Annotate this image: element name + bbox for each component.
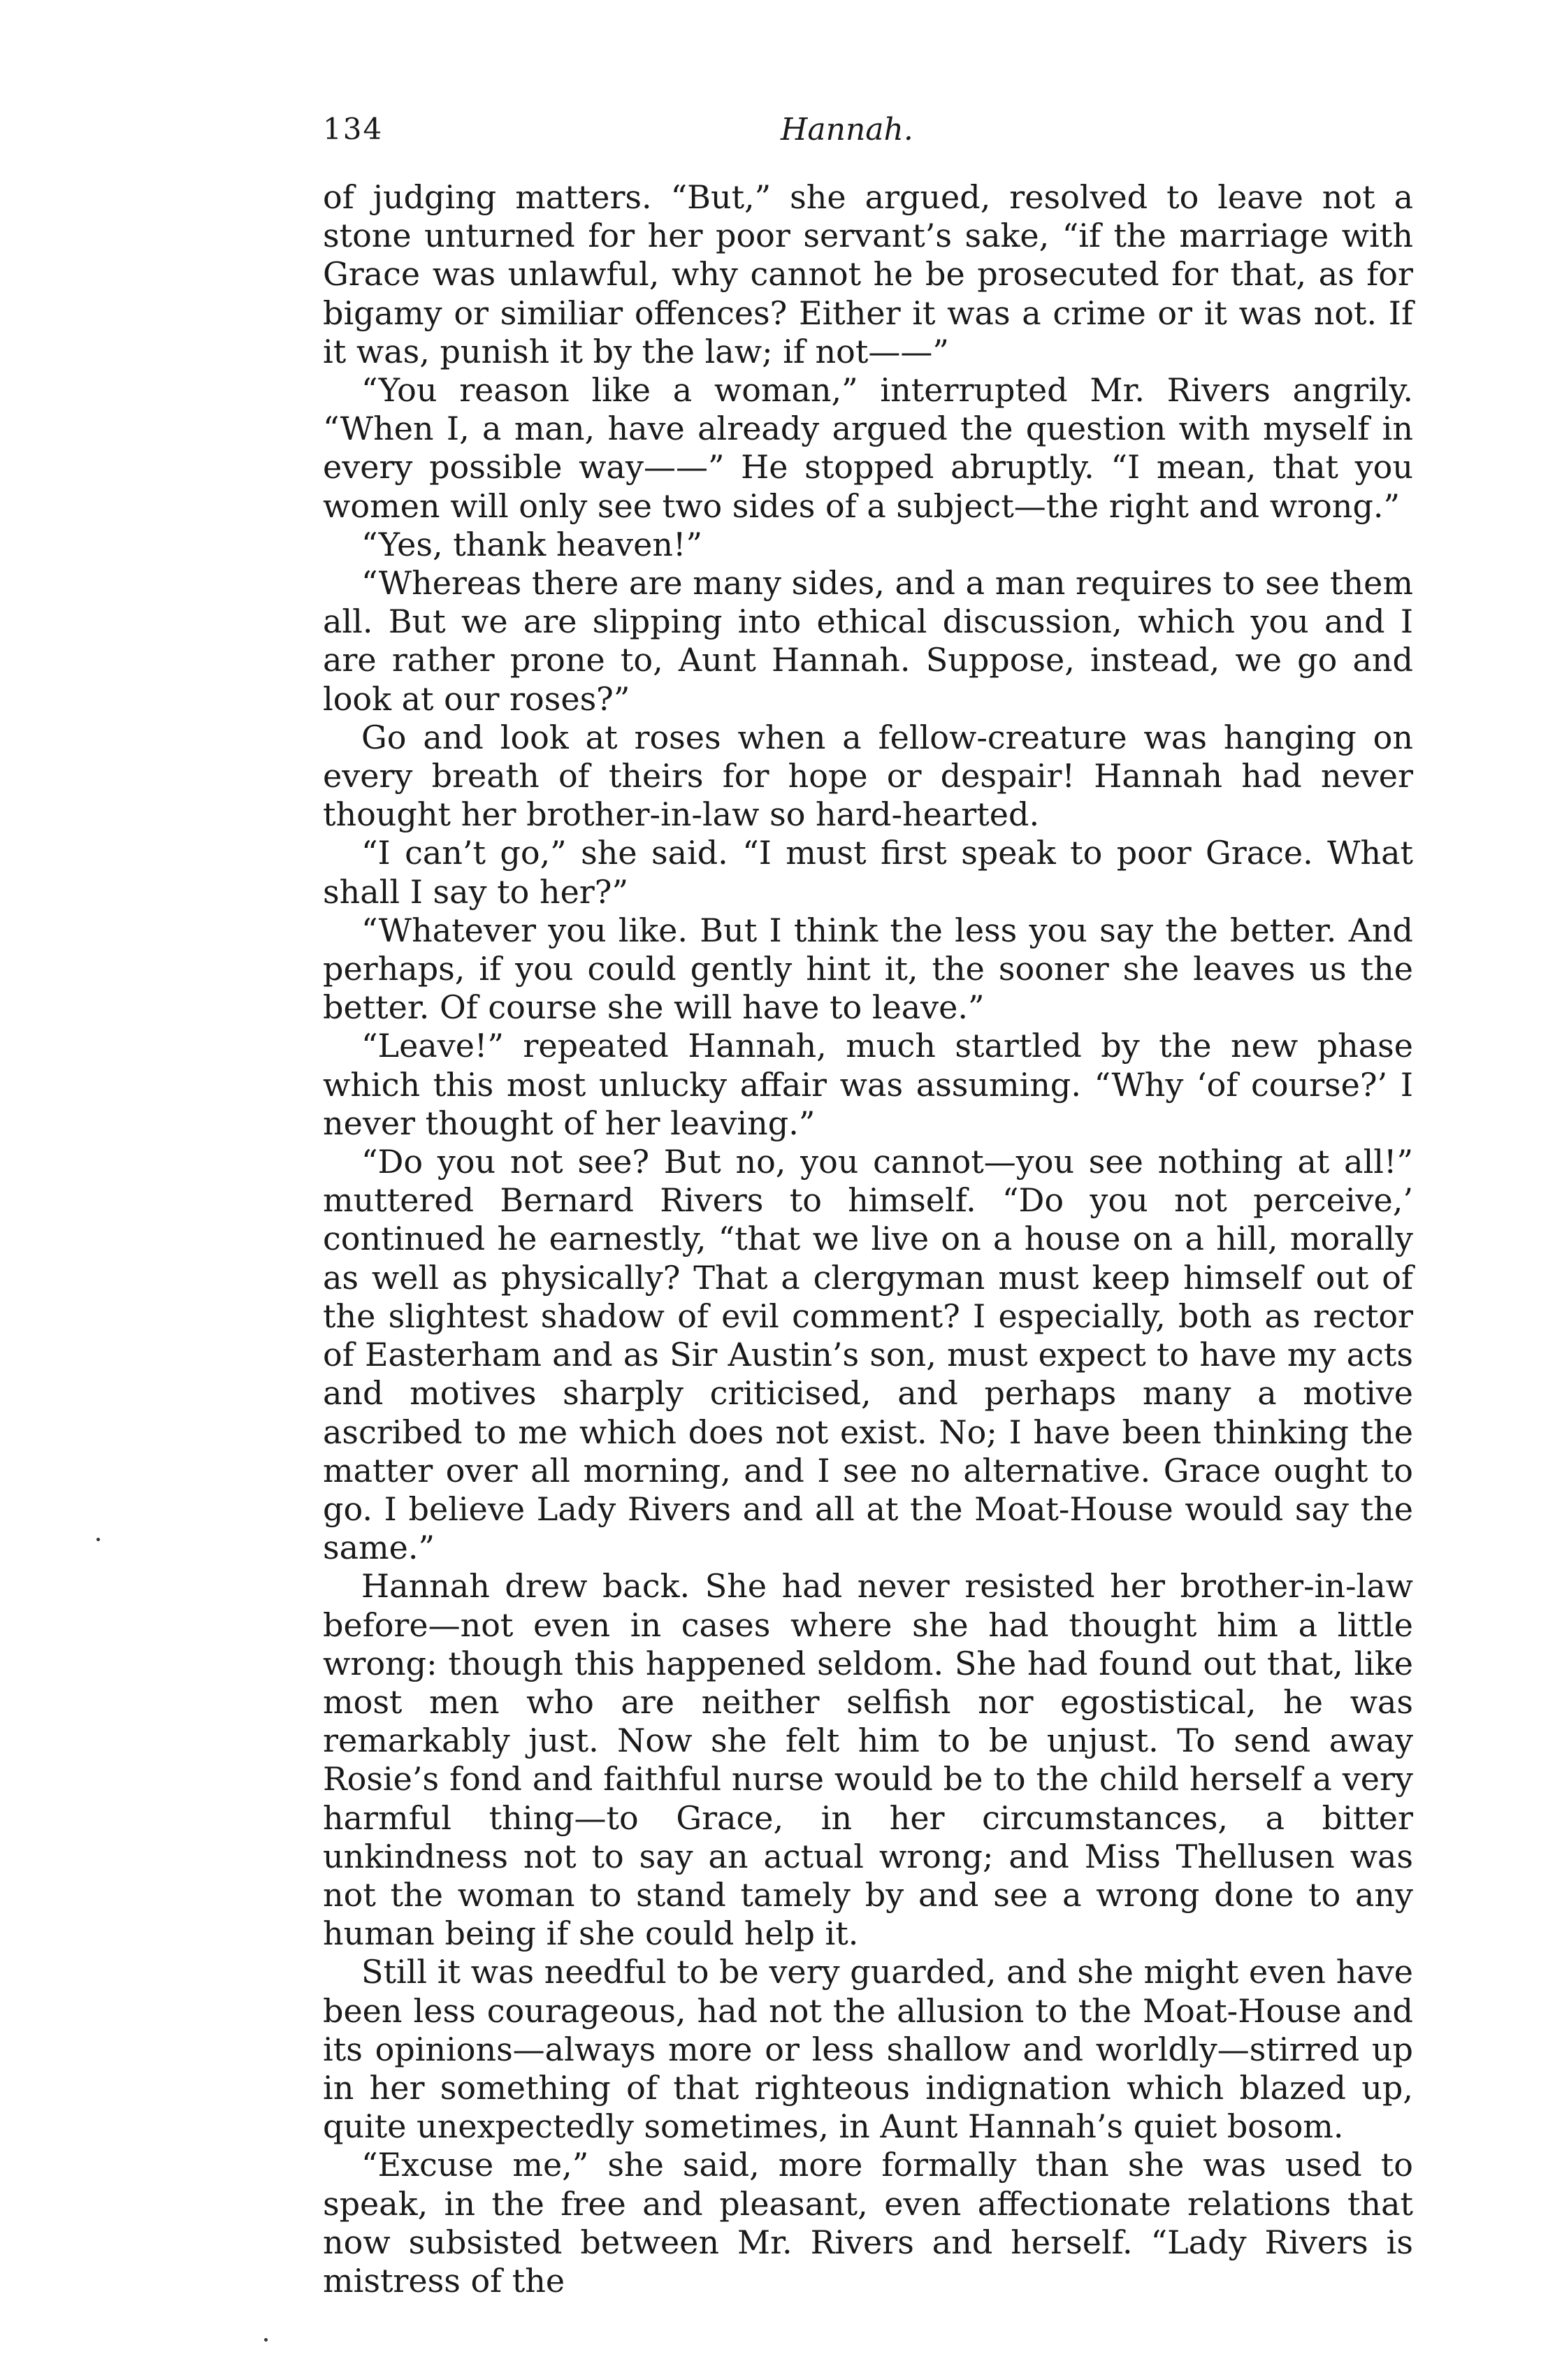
paragraph: “Leave!” repeated Hannah, much startled by the new phase which this most unlucky affair was assuming. “Why ‘of course?’ I never thought of her leaving.” (323, 1027, 1413, 1142)
paragraph: “Whereas there are many sides, and a man requires to see them all. But we are slipping into ethical discussion, which you and I are rather prone to, Aunt Hannah. Suppose, instead, we go and look at our roses?” (323, 564, 1413, 718)
paragraph: “Do you not see? But no, you cannot—you see nothing at all!” muttered Bernard Rivers to himself. “Do you not perceive,’ continued he earnestly, “that we live on a house on a hill, morally as well as physically? That a clergyman must keep himself out of the slightest shadow of evil comment? I especially, both as rector of Easterham and as Sir Austin’s son, must expect to have my acts and motives sharply criticised, and perhaps many a motive ascribed to me which does not exist. No; I have been thinking the matter over all morning, and I see no alternative. Grace ought to go. I believe Lady Rivers and all at the Moat-House would say the same.” (323, 1143, 1413, 1567)
paragraph: Go and look at roses when a fellow-creature was hanging on every breath of theirs for hope or despair! Hannah had never thought her brother-in-law so hard-hearted. (323, 718, 1413, 834)
paragraph: Hannah drew back. She had never resisted her brother-in-law before—not even in cases where she had thought him a little wrong: though this happened seldom. She had found out that, like most men who are neither selfish nor egostistical, he was remarkably just. Now she felt him to be unjust. To send away Rosie’s fond and faithful nurse would be to the child herself a very harmful thing—to Grace, in her circumstances, a bitter unkindness not to say an actual wrong; and Miss Thellusen was not the woman to stand tamely by and see a wrong done to any human being if she could help it. (323, 1567, 1413, 1953)
page-header (323, 112, 1436, 161)
running-title: Hannah. (781, 112, 913, 147)
paragraph: “Excuse me,” she said, more formally than she was used to speak, in the free and pleasant, even affectionate relations that now subsisted between Mr. Rivers and herself. “Lady Rivers is mistress of the (323, 2146, 1413, 2300)
paragraph: “Whatever you like. But I think the less you say the better. And perhaps, if you could gently hint it, the sooner she leaves us the better. Of course she will have to leave.” (323, 911, 1413, 1027)
paragraph: “Yes, thank heaven!” (361, 525, 703, 563)
paragraph: “I can’t go,” she said. “I must first speak to poor Grace. What shall I say to her?” (323, 834, 1413, 911)
paragraph: “You reason like a woman,” interrupted Mr. Rivers angrily. “When I, a man, have already argued the question with myself in every possible way——” He stopped abruptly. “I mean, that you women will only see two sides of a subject—the right and wrong.” (323, 371, 1413, 525)
scan-speck (96, 1538, 100, 1541)
paragraph: Still it was needful to be very guarded, and she might even have been less courageous, had not the allusion to the Moat-House and its opinions—always more or less shallow and worldly—stirred up in her something of that righteous indignation which blazed up, quite unexpectedly sometimes, in Aunt Hannah’s quiet bosom. (323, 1953, 1413, 2146)
page-number: 134 (323, 112, 384, 146)
scan-speck (264, 2338, 268, 2342)
body-text (323, 178, 1413, 2300)
paragraph: of judging matters. “But,” she argued, resolved to leave not a stone unturned for her poor servant’s sake, “if the marriage with Grace was unlawful, why cannot he be prosecuted for that, as for bigamy or similiar offences? Either it was a crime or it was not. If it was, punish it by the law; if not——” (323, 178, 1413, 370)
